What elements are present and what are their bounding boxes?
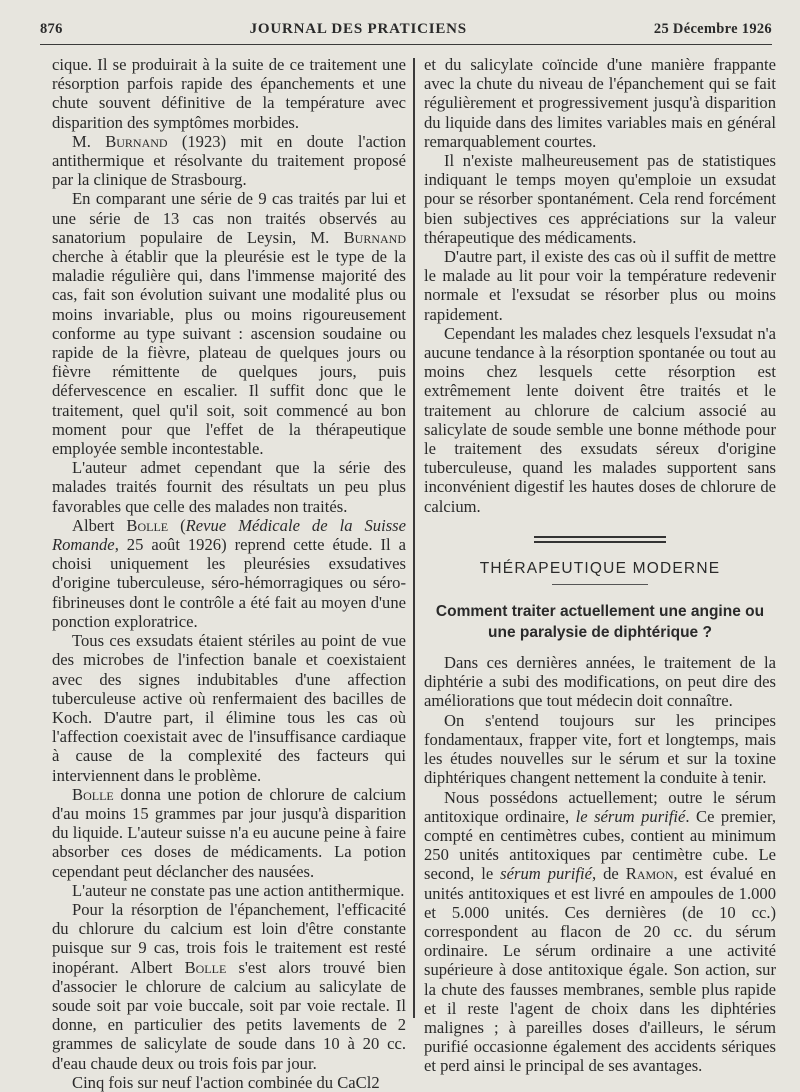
paragraph: Dans ces dernières années, le traitement de la diphtérie a subi des modifications, on peut dire des améliorations que tout médecin doit connaître.	[424, 653, 776, 711]
paragraph: D'autre part, il existe des cas où il suffit de mettre le malade au lit pour voir la température redevenir normale et l'exsudat se résorber plus ou moins rapidement.	[424, 247, 776, 324]
page-header	[40, 14, 772, 45]
paragraph: M. Burnand (1923) mit en doute l'action antithermique et résolvante du traitement proposé par la clinique de Strasbourg.	[52, 131, 406, 190]
author-name: Bolle	[126, 515, 169, 535]
section-underline	[552, 584, 648, 585]
paragraph: En comparant une série de 9 cas traités par lui et une série de 13 cas non traités observés au sanatorium populaire de Leysin, M. Burnand cherche à établir que la pleurésie est le type de la maladie régulière qui, dans l'immense majorité des cas, fait son évolution suivant une modalité plus ou moins invariable, plus ou moins rigoureusement conforme au type suivant : ascension soudaine ou rapide de la fièvre, plateau de quelques jours ou fièvre rémittente de quelques jours, puis défervescence en escalier. Il suffit donc que le traitement, quel qu'il soit, soit commencé au bon moment pour que l'effet de la thérapeutique employée semble incontestable.	[52, 189, 406, 459]
issue-date: 25 Décembre 1926	[653, 20, 772, 37]
author-name: Bolle	[184, 957, 227, 977]
page-number: 876	[40, 20, 63, 37]
author-name: Bolle	[72, 784, 114, 804]
paragraph: Cependant les malades chez lesquels l'exsudat n'a aucune tendance à la résorption spontanée ou tout au moins chez lesquels cette résorption est extrêmement lente doivent être traités et le traitement au chlorure de calcium associé au salicylate de soude semble une bonne méthode pour le traitement des exsudats séreux d'origine tuberculeuse, quand les malades supportent sans inconvénient digestif les hautes doses de chlorure de calcium.	[424, 323, 776, 516]
paragraph: Pour la résorption de l'épanchement, l'efficacité du chlorure du calcium est loin d'être constante puisque sur 9 cas, trois fois le traitement est resté inopérant. Albert Bolle s'est alors trouvé bien d'associer le chlorure de calcium au salicylate de soude soit par voie buccale, soit par voie rectale. Il donne, en particulier des petits lavements de 2 grammes de salicylate de soude dans 10 à 20 cc. d'eau chaude deux ou trois fois par jour.	[52, 899, 406, 1073]
journal-title: JOURNAL DES PRATICIENS	[249, 20, 467, 37]
paragraph: cique. Il se produirait à la suite de ce traitement une résorption parfois rapide des épanchements et une chute souvent définitive de la température avec disparition des symptômes morbides.	[52, 55, 406, 132]
paragraph: On s'entend toujours sur les principes fondamentaux, frapper vite, fort et longtemps, mais les études nouvelles sur le sérum et sur la toxine diphtériques changent nettement la conduite à tenir.	[424, 710, 776, 788]
paragraph: et du salicylate coïncide d'une manière frappante avec la chute du niveau de l'épanchement qui se fait régulièrement et progressivement jusqu'à disparition du liquide dans des limites variables mais en général remarquablement courtes.	[424, 55, 776, 151]
paragraph: L'auteur ne constate pas une action antithermique.	[72, 880, 405, 900]
left-column	[52, 55, 406, 1092]
paragraph: Nous possédons actuellement; outre le sérum antitoxique ordinaire, le sérum purifié. Ce premier, compté en centimètres cubes, contient au minimum 250 unités antitoxiques par centimètre cube. Le second, le sérum purifié, de Ramon, est évalué en unités antitoxiques et est livré en ampoules de 1.000 et 5.000 unités. Ces dernières (de 10 cc.) correspondent au flacon de 20 cc. du sérum ordinaire. Le sérum ordinaire a une activité supérieure à dose antitoxique égale. Son action, sur la chute des fausses membranes, semble plus rapide et il reste l'agent de choix dans les diphtéries malignes ; à pareilles doses d'ailleurs, le sérum purifié occasionne également des accidents sériques et perd ainsi le principal de ses avantages.	[424, 787, 776, 1076]
paragraph: Albert Bolle (Revue Médicale de la Suisse Romande, 25 août 1926) reprend cette étude. Il a choisi uniquement les pleurésies exsudatives d'origine tuberculeuse, séro-hémorragiques ou séro-fibrineuses dont le contrôle a été fait au moyen d'une ponction exploratrice.	[52, 515, 406, 631]
paragraph: Cinq fois sur neuf l'action combinée du CaCl2	[72, 1072, 380, 1092]
paragraph: Il n'existe malheureusement pas de statistiques indiquant le temps moyen qu'emploie un exsudat pour se résorber spontanément. Cela rend forcément bien subjectives ces appréciations sur la valeur thérapeutique des médicaments.	[424, 151, 776, 247]
column-divider	[413, 58, 415, 1018]
paragraph: L'auteur admet cependant que la série des malades traités fournit des résultats un peu plus favorables que celle des malades non traités.	[52, 458, 406, 516]
paragraph: Tous ces exsudats étaient stériles au point de vue des microbes de l'infection banale et coexistaient avec des signes indubitables d'une affection tuberculeuse active où renfermaient des bacilles de Koch. D'autre part, il élimine tous les cas où l'affection coexistait avec de l'insuffisance cardiaque à cause de la complexité des facteurs qui interviennent dans le problème.	[52, 631, 406, 785]
paragraph: Bolle donna une potion de chlorure de calcium d'au moins 15 grammes par jour jusqu'à disparition du liquide. L'auteur suisse n'a eu aucune peine à faire absorber ces doses de médicaments. La potion cependant peut déclancher des nausées.	[52, 784, 406, 881]
author-name: Ramon	[625, 864, 674, 884]
author-name: Burnand	[105, 131, 168, 151]
right-column	[424, 55, 776, 1076]
section-separator	[534, 536, 666, 543]
section-heading: THÉRAPEUTIQUE MODERNE	[479, 559, 721, 577]
article-title: Comment traiter actuellement une angine ou une paralysie de diphtérique ?	[435, 603, 765, 642]
author-name: Burnand	[343, 227, 406, 247]
journal-reference: Revue Médicale de la Suisse Romande	[52, 515, 406, 555]
